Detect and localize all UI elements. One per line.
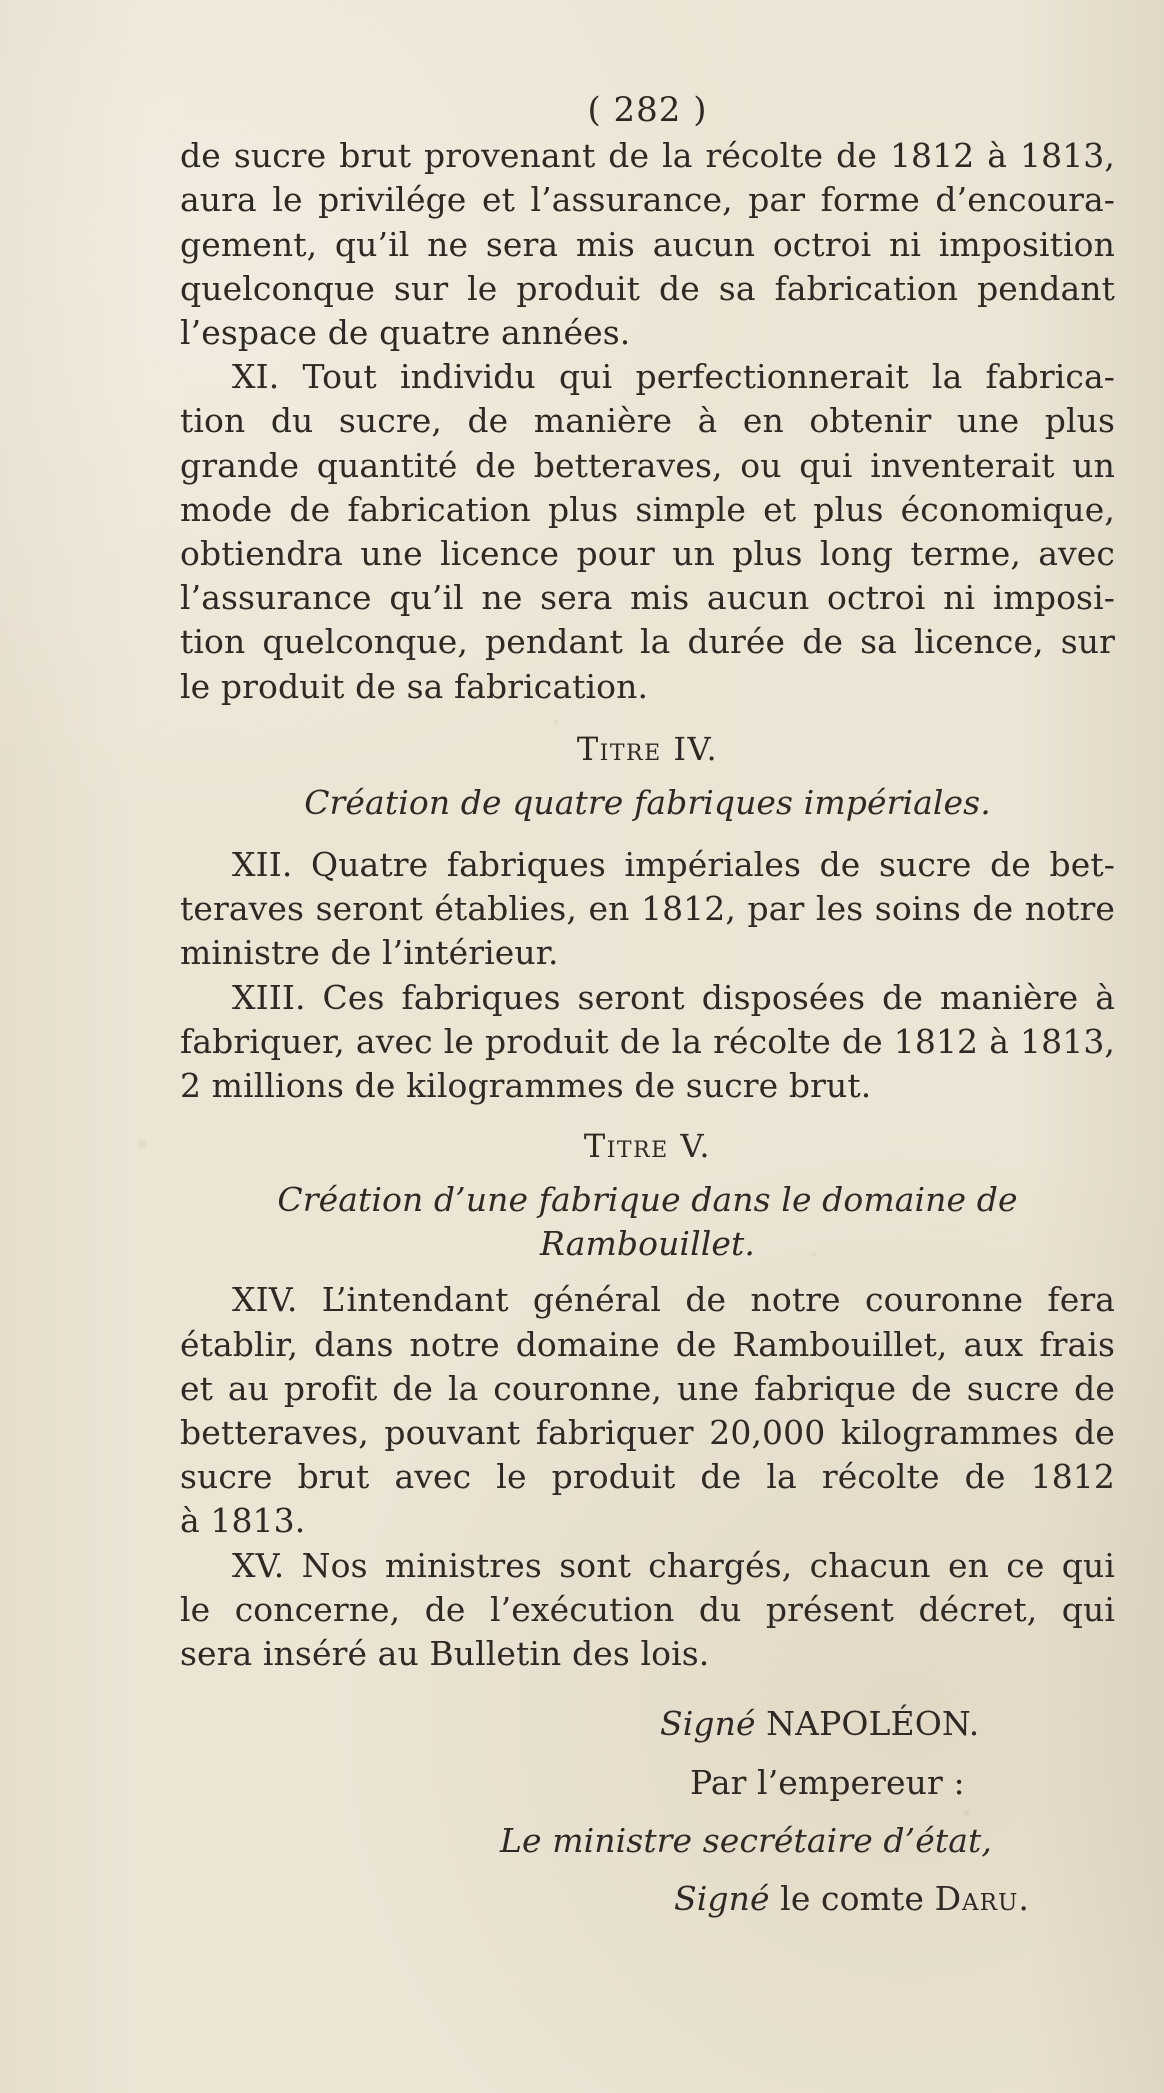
signed-word: Signé — [660, 1704, 756, 1744]
article-xv — [180, 1544, 1115, 1677]
text-line: tion quelconque, pendant la durée de sa licence, sur — [180, 622, 1115, 662]
comte-name: Daru. — [934, 1878, 1030, 1918]
text-line: XV. Nos ministres sont chargés, chacun en ce qui — [232, 1545, 1115, 1585]
article-xi — [180, 355, 1115, 709]
section-title-iv: Titre IV. — [576, 729, 719, 768]
subtitle-line: Création d’une fabrique dans le domaine de — [277, 1180, 1018, 1220]
signature-line-par: Par l’empereur : — [690, 1762, 965, 1802]
text-line: mode de fabrication plus simple et plus économique, — [180, 489, 1115, 529]
article-xii — [180, 843, 1115, 976]
text-line: 2 millions de kilogrammes de sucre brut. — [180, 1066, 872, 1106]
paragraph-intro — [180, 134, 1115, 355]
paper-spot — [138, 1140, 146, 1148]
text-line: XI. Tout individu qui perfectionnerait la fabrica- — [232, 357, 1115, 397]
text-line: de sucre brut provenant de la récolte de 1812 à 1813, — [180, 136, 1115, 176]
signer-name: NAPOLÉON. — [766, 1704, 980, 1744]
text-line: établir, dans notre domaine de Rambouillet, aux frais — [180, 1324, 1115, 1364]
text-line: gement, qu’il ne sera mis aucun octroi ni imposition — [180, 224, 1115, 264]
document-text — [180, 88, 1115, 1921]
text-line: l’espace de quatre années. — [180, 313, 631, 353]
text-line: le produit de sa fabrication. — [180, 666, 649, 706]
text-line: teraves seront établies, en 1812, par les soins de notre — [180, 889, 1115, 929]
section-subtitle-v — [180, 1178, 1115, 1266]
section-subtitle-iv: Création de quatre fabriques impériales. — [304, 783, 991, 823]
text-line: ministre de l’intérieur. — [180, 933, 559, 973]
text-line: XII. Quatre fabriques impériales de sucre de bet- — [232, 845, 1115, 885]
article-xiv — [180, 1278, 1115, 1543]
text-line: sucre brut avec le produit de la récolte de 1812 — [180, 1457, 1115, 1497]
text-line: et au profit de la couronne, une fabrique de sucre de — [180, 1368, 1115, 1408]
text-line: betteraves, pouvant fabriquer 20,000 kilogrammes de — [180, 1413, 1115, 1453]
signature-line-comte — [180, 1877, 1115, 1921]
text-line: l’assurance qu’il ne sera mis aucun octroi ni imposi- — [180, 578, 1115, 618]
signature-line-minister: Le ministre secrétaire d’état, — [500, 1820, 992, 1860]
signature-line-napoleon — [180, 1702, 1115, 1746]
section-title-v: Titre V. — [583, 1127, 712, 1166]
text-line: aura le privilége et l’assurance, par forme d’encoura- — [180, 180, 1115, 220]
article-xiii — [180, 976, 1115, 1109]
page-number: ( 282 ) — [587, 90, 708, 130]
text-line: tion du sucre, de manière à en obtenir une plus — [180, 401, 1115, 441]
text-line: le concerne, de l’exécution du présent décret, qui — [180, 1589, 1115, 1629]
subtitle-line: Rambouillet. — [540, 1224, 755, 1264]
text-line: sera inséré au Bulletin des lois. — [180, 1634, 710, 1674]
signature-block — [180, 1702, 1115, 1921]
text-line: fabriquer, avec le produit de la récolte de 1812 à 1813, — [180, 1021, 1115, 1061]
text-line: obtiendra une licence pour un plus long terme, avec — [180, 534, 1115, 574]
text-line: XIII. Ces fabriques seront disposées de manière à — [232, 977, 1115, 1017]
text-line: grande quantité de betteraves, ou qui inventerait un — [180, 445, 1115, 485]
comte-prefix: le comte — [780, 1878, 924, 1918]
text-line: quelconque sur le produit de sa fabrication pendant — [180, 268, 1115, 308]
text-line: à 1813. — [180, 1501, 306, 1541]
signed-word-secondary: Signé — [674, 1878, 770, 1918]
text-line: XIV. L’intendant général de notre couronne fera — [232, 1280, 1115, 1320]
